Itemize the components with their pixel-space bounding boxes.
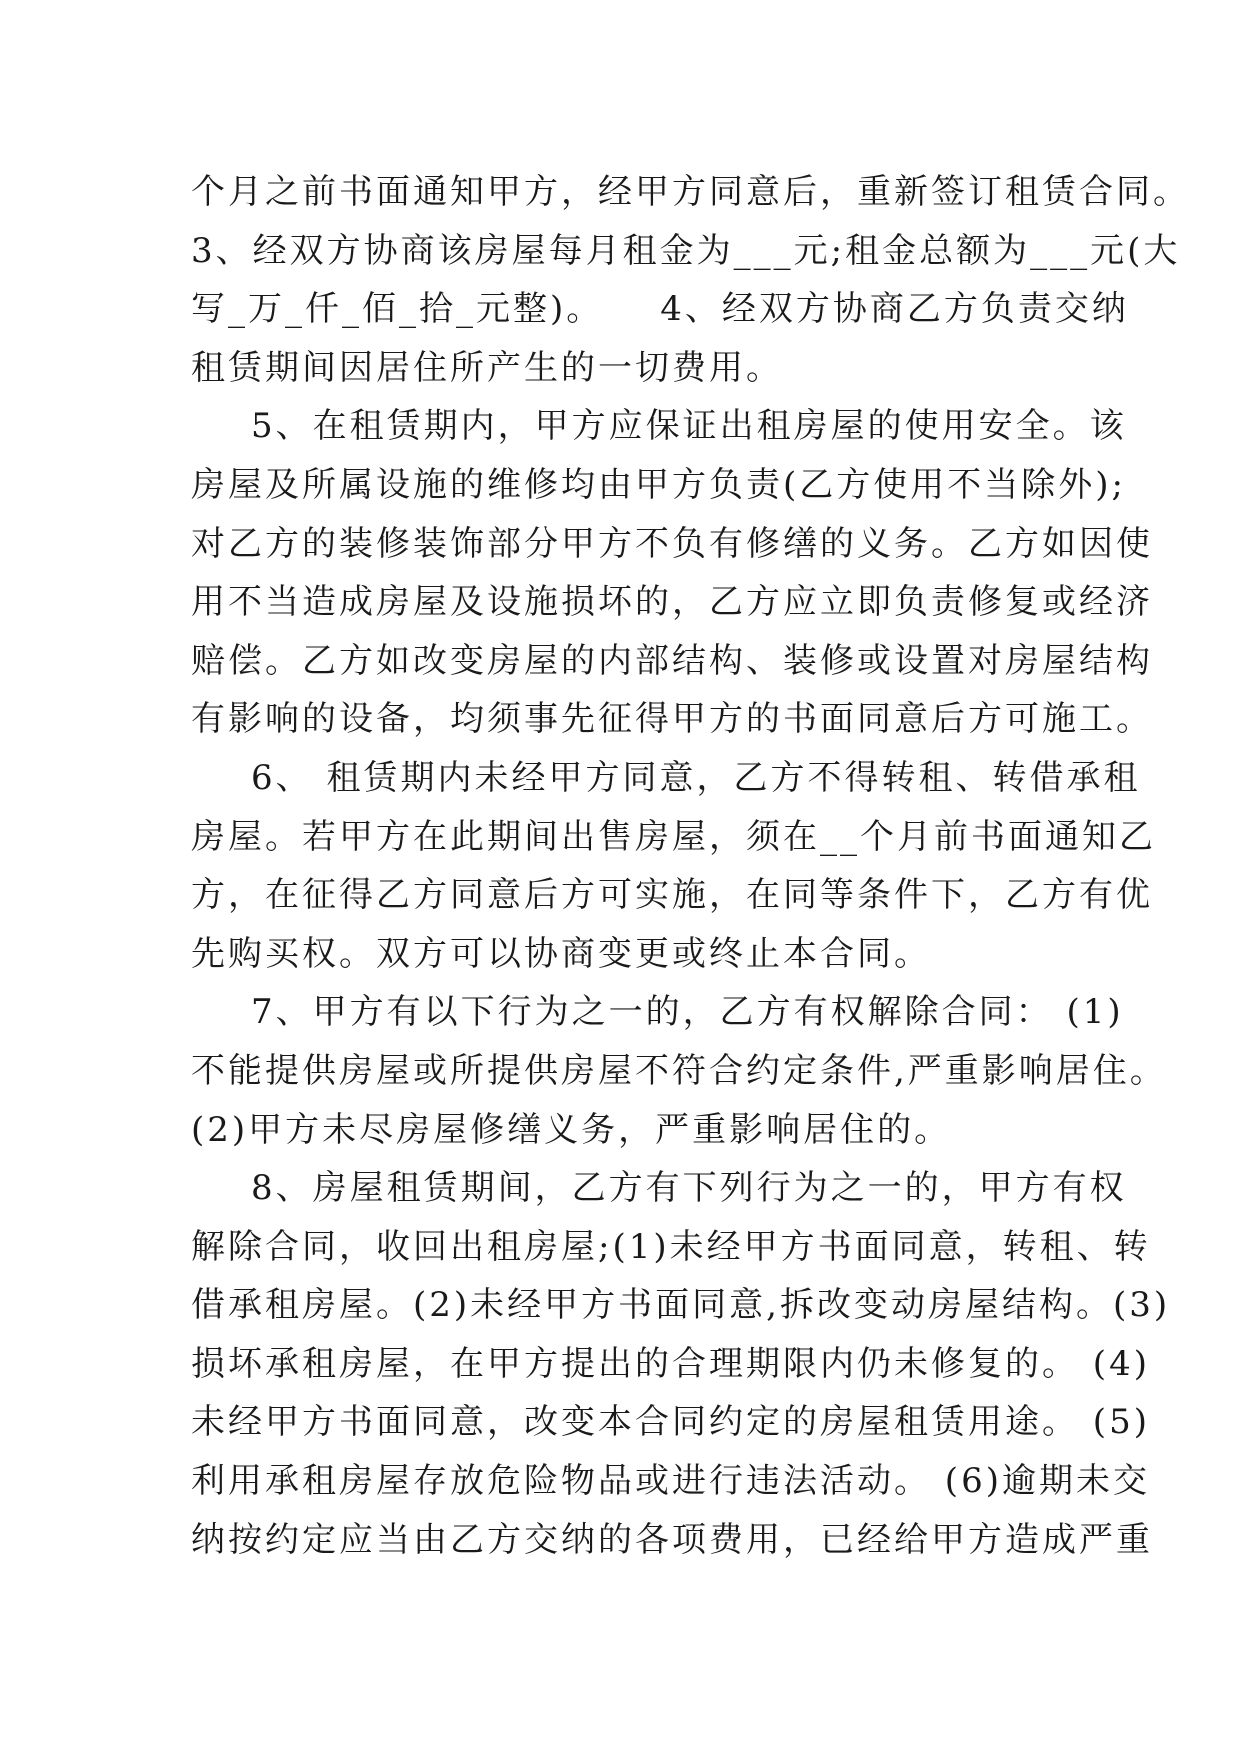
text-line: 3、经双方协商该房屋每月租金为___元;租金总额为___元(大 — [191, 230, 1181, 271]
text-line: 损坏承租房屋，在甲方提出的合理期限内仍未修复的。 (4) — [191, 1343, 1150, 1384]
text-line: 用不当造成房屋及设施损坏的，乙方应立即负责修复或经济 — [191, 582, 1153, 623]
text-line: 对乙方的装修装饰部分甲方不负有修缮的义务。乙方如因使 — [191, 523, 1153, 564]
text-line: 个月之前书面通知甲方，经甲方同意后，重新签订租赁合同。 — [191, 172, 1190, 212]
text-line: 5、在租赁期内，甲方应保证出租房屋的使用安全。该 — [251, 406, 1127, 447]
text-line: 房屋。若甲方在此期间出售房屋，须在__个月前书面通知乙 — [191, 816, 1156, 857]
text-line: 写_万_仟_佰_拾_元整)。 4、经双方协商乙方负责交纳 — [191, 289, 1129, 330]
text-line: 解除合同，收回出租房屋;(1)未经甲方书面同意，转租、转 — [191, 1226, 1151, 1267]
text-line: (2)甲方未尽房屋修缮义务，严重影响居住的。 — [191, 1109, 952, 1150]
text-line: 不能提供房屋或所提供房屋不符合约定条件,严重影响居住。 — [191, 1050, 1167, 1091]
text-line: 借承租房屋。(2)未经甲方书面同意,拆改变动房屋结构。(3) — [191, 1285, 1171, 1326]
text-line: 8、房屋租赁期间，乙方有下列行为之一的，甲方有权 — [251, 1168, 1127, 1209]
text-line: 赔偿。乙方如改变房屋的内部结构、装修或设置对房屋结构 — [191, 640, 1153, 681]
text-line: 未经甲方书面同意，改变本合同约定的房屋租赁用途。 (5) — [191, 1402, 1150, 1443]
text-line: 6、 租赁期内未经甲方同意，乙方不得转租、转借承租 — [251, 757, 1141, 798]
text-line: 租赁期间因居住所产生的一切费用。 — [191, 347, 783, 388]
text-line: 纳按约定应当由乙方交纳的各项费用，已经给甲方造成严重 — [191, 1519, 1153, 1560]
text-line: 利用承租房屋存放危险物品或进行违法活动。 (6)逾期未交 — [191, 1461, 1150, 1502]
text-line: 7、甲方有以下行为之一的，乙方有权解除合同： (1) — [251, 992, 1124, 1033]
contract-text — [191, 163, 1190, 1569]
text-line: 先购买权。双方可以协商变更或终止本合同。 — [191, 933, 931, 974]
text-line: 方，在征得乙方同意后方可实施，在同等条件下，乙方有优 — [191, 875, 1153, 916]
text-line: 有影响的设备，均须事先征得甲方的书面同意后方可施工。 — [191, 699, 1153, 740]
text-line: 房屋及所属设施的维修均由甲方负责(乙方使用不当除外); — [191, 464, 1126, 505]
